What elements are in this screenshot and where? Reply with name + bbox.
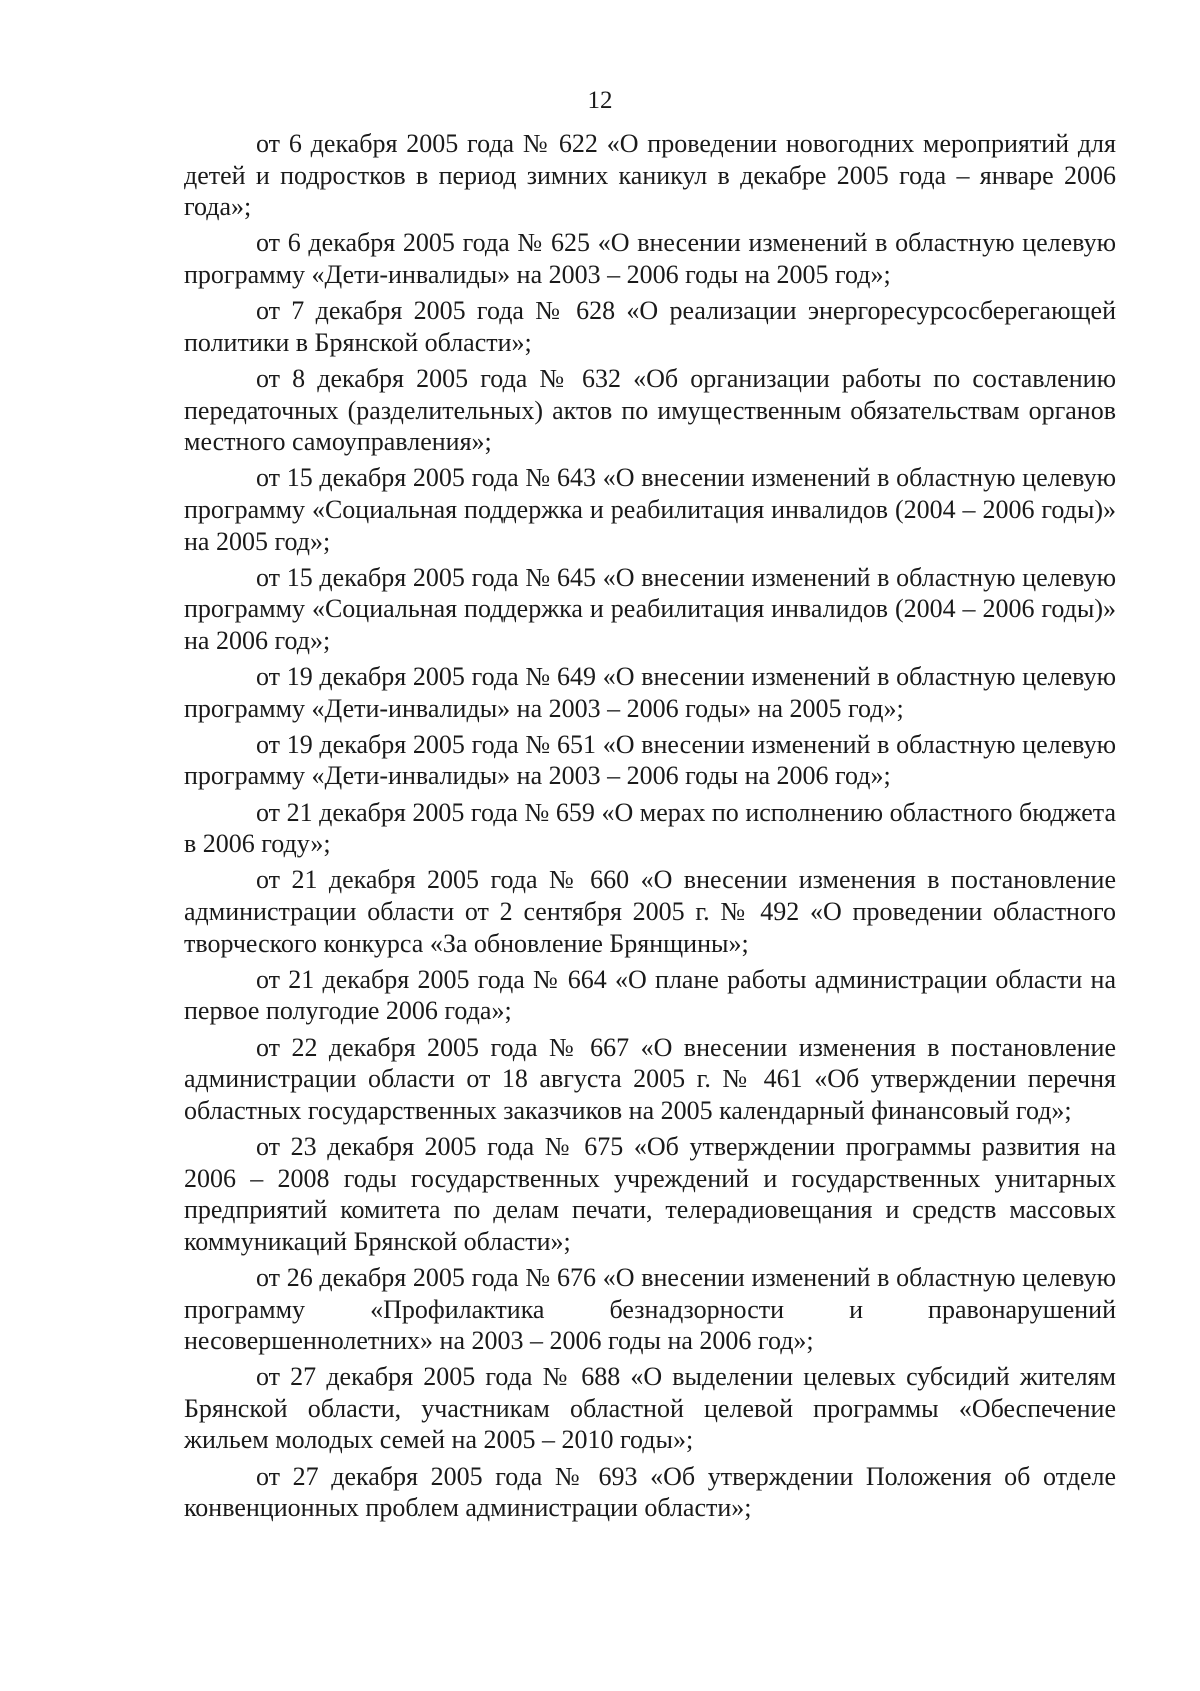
list-item: от 21 декабря 2005 года № 660 «О внесении изменения в постановление администрации области от 2 сентября 2005 г. № 492 «О проведении областного творческого конкурса «За обновление Брянщины»; [184, 865, 1116, 958]
document-body [184, 128, 1116, 1528]
page-number: 12 [587, 87, 613, 114]
list-item: от 21 декабря 2005 года № 659 «О мерах по исполнению областного бюджета в 2006 году»; [184, 797, 1116, 859]
list-item: от 27 декабря 2005 года № 688 «О выделении целевых субсидий жителям Брянской области, участникам областной целевой программы «Обеспечение жильем молодых семей на 2005 – 2010 годы»; [184, 1362, 1116, 1455]
list-item: от 19 декабря 2005 года № 649 «О внесении изменений в областную целевую программу «Дети-инвалиды» на 2003 – 2006 годы» на 2005 год»; [184, 662, 1116, 723]
list-item: от 22 декабря 2005 года № 667 «О внесении изменения в постановление администрации области от 18 августа 2005 г. № 461 «Об утверждении перечня областных государственных заказчиков на 2005 календарный финансовый год»; [184, 1032, 1116, 1125]
list-item: от 6 декабря 2005 года № 622 «О проведении новогодних мероприятий для детей и подростков в период зимних каникул в декабре 2005 года – январе 2006 года»; [184, 129, 1116, 222]
list-item: от 15 декабря 2005 года № 643 «О внесении изменений в областную целевую программу «Социальная поддержка и реабилитация инвалидов (2004 – 2006 годы)» на 2005 год»; [184, 463, 1116, 556]
list-item: от 19 декабря 2005 года № 651 «О внесении изменений в областную целевую программу «Дети-инвалиды» на 2003 – 2006 годы на 2006 год»; [184, 729, 1116, 791]
list-item: от 15 декабря 2005 года № 645 «О внесении изменений в областную целевую программу «Социальная поддержка и реабилитация инвалидов (2004 – 2006 годы)» на 2006 год»; [184, 562, 1116, 655]
list-item: от 6 декабря 2005 года № 625 «О внесении изменений в областную целевую программу «Дети-инвалиды» на 2003 – 2006 годы на 2005 год»; [184, 228, 1116, 289]
list-item: от 27 декабря 2005 года № 693 «Об утверждении Положения об отделе конвенционных проблем администрации области»; [184, 1461, 1116, 1523]
list-item: от 21 декабря 2005 года № 664 «О плане работы администрации области на первое полугодие 2006 года»; [184, 964, 1116, 1026]
list-item: от 8 декабря 2005 года № 632 «Об организации работы по составлению передаточных (разделительных) актов по имущественным обязательствам органов местного самоуправления»; [184, 363, 1116, 457]
list-item: от 26 декабря 2005 года № 676 «О внесении изменений в областную целевую программу «Профилактика безнадзорности и правонарушений несовершеннолетних» на 2003 – 2006 годы на 2006 год»; [184, 1262, 1116, 1356]
list-item: от 23 декабря 2005 года № 675 «Об утверждении программы развития на 2006 – 2008 годы государственных учреждений и государственных унитарных предприятий комитета по делам печати, телерадиовещания и средств массовых коммуникаций Брянской области»; [184, 1131, 1116, 1256]
list-item: от 7 декабря 2005 года № 628 «О реализации энергоресурсосберегающей политики в Брянской области»; [184, 296, 1116, 357]
